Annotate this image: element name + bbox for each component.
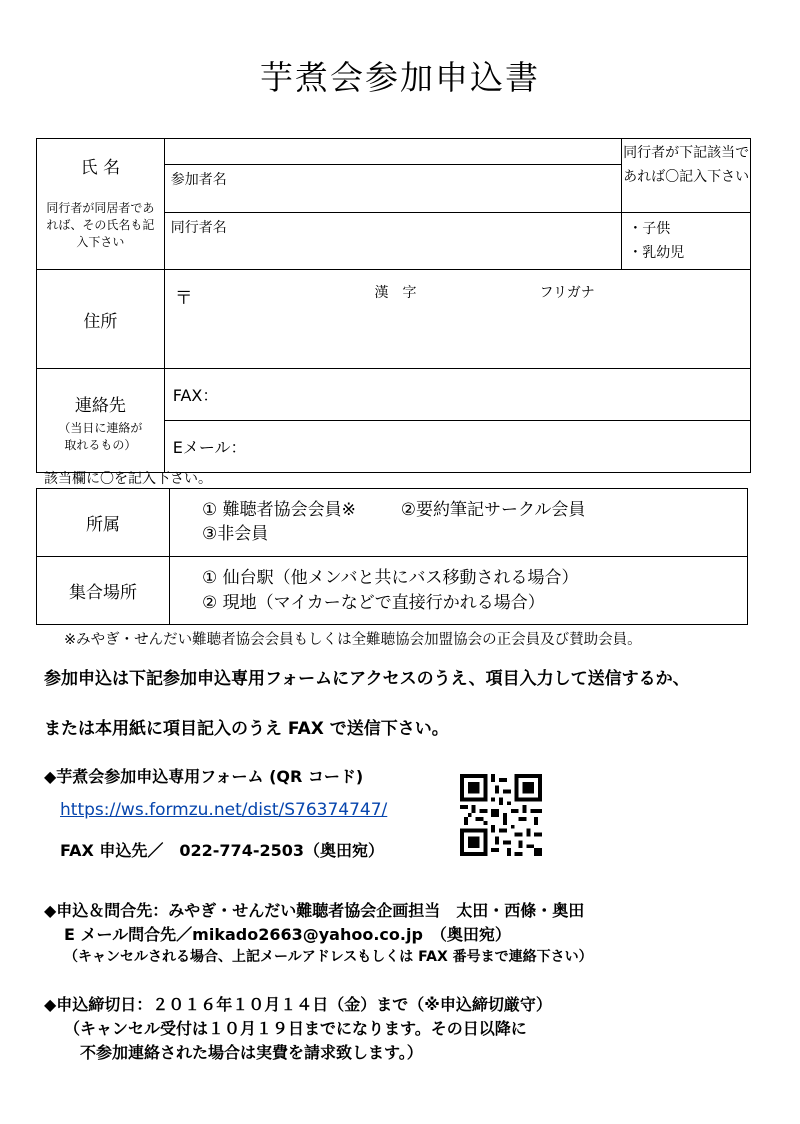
cancel-line-2: 不参加連絡された場合は実費を請求致します。） <box>80 1043 423 1062</box>
companion-check-cell <box>622 139 751 213</box>
membership-footnote: ※みやぎ・せんだい難聴者協会会員もしくは全難聴協会加盟協会の正会員及び賛助会員。 <box>64 632 642 648</box>
contact-note: （当日に連絡が取れるもの） <box>58 421 143 452</box>
check-note: 同行者が下記該当であれば〇記入下さい <box>623 145 750 185</box>
inquiry-heading: ◆申込＆問合先：みやぎ・せんだい難聴者協会企画担当 太田・西條・奥田 <box>44 901 585 920</box>
affiliation-label: 所属 <box>86 515 120 535</box>
address-field[interactable] <box>164 270 750 369</box>
kanji-label: 漢 字 <box>374 284 417 301</box>
page-title: 芋煮会参加申込書 <box>260 58 540 97</box>
form-url-link[interactable]: https://ws.formzu.net/dist/S76374747/ <box>60 800 388 820</box>
deadline-text: ◆申込締切日：２０１６年１０月１４日（金）まで（※申込締切厳守） <box>44 995 552 1014</box>
notice-line-1: 参加申込は下記参加申込専用フォームにアクセスのうえ、項目入力して送信するか、 <box>44 669 690 689</box>
meeting-options-cell[interactable] <box>170 557 748 625</box>
form-heading: ◆芋煮会参加申込専用フォーム (QR コード) <box>44 767 364 786</box>
meeting-label: 集合場所 <box>69 583 137 603</box>
fax-field[interactable] <box>164 369 750 421</box>
application-form-table <box>36 138 751 473</box>
selection-table <box>36 488 748 625</box>
companion-name-field[interactable] <box>164 213 622 270</box>
name-note: 同行者が同居者であれば、その氏名も記入下さい <box>46 201 155 249</box>
participant-label: 参加者名 <box>170 172 227 188</box>
affiliation-option-3[interactable]: ③非会員 <box>202 524 269 544</box>
name-label: 氏 名 <box>80 158 121 178</box>
affiliation-option-1[interactable]: ① 難聴者協会会員※ <box>202 500 356 520</box>
check-child: ・子供 <box>628 221 671 237</box>
fax-label: FAX： <box>172 386 219 405</box>
companion-type-cell <box>622 213 751 270</box>
fax-destination: FAX 申込先／ 022-774-2503（奥田宛） <box>60 841 384 860</box>
meeting-label-cell <box>37 557 170 625</box>
name-header-cell <box>37 139 165 270</box>
affiliation-label-cell <box>37 489 170 557</box>
address-label: 住所 <box>83 311 118 332</box>
email-field[interactable] <box>164 421 750 473</box>
contact-label: 連絡先 <box>74 396 126 416</box>
meeting-option-1[interactable]: ① 仙台駅（他メンバと共にバス移動される場合） <box>202 568 579 588</box>
postal-mark: 〒 <box>174 288 193 309</box>
address-label-cell <box>37 270 165 369</box>
notice-line-2: または本用紙に項目記入のうえ FAX で送信下さい。 <box>44 719 449 739</box>
check-infant: ・乳幼児 <box>628 245 685 261</box>
qr-code-icon[interactable] <box>460 774 542 856</box>
furigana-label: フリガナ <box>539 284 595 301</box>
cancel-line-1: （キャンセル受付は１０月１９日までになります。その日以降に <box>64 1019 527 1038</box>
participant-name-field[interactable] <box>164 165 622 213</box>
instruction-text: 該当欄に〇を記入下さい。 <box>44 471 212 487</box>
contact-label-cell <box>37 369 165 473</box>
meeting-option-2[interactable]: ② 現地（マイカーなどで直接行かれる場合） <box>202 593 545 613</box>
inquiry-email: E メール問合先／mikado2663@yahoo.co.jp （奥田宛） <box>64 925 511 944</box>
affiliation-option-2[interactable]: ②要約筆記サークル会員 <box>400 500 586 520</box>
email-label: Eメール： <box>172 438 247 457</box>
affiliation-options-cell[interactable] <box>170 489 748 557</box>
companion-label: 同行者名 <box>170 220 227 236</box>
inquiry-note: （キャンセルされる場合、上記メールアドレスもしくは FAX 番号まで連絡下さい） <box>64 949 593 965</box>
